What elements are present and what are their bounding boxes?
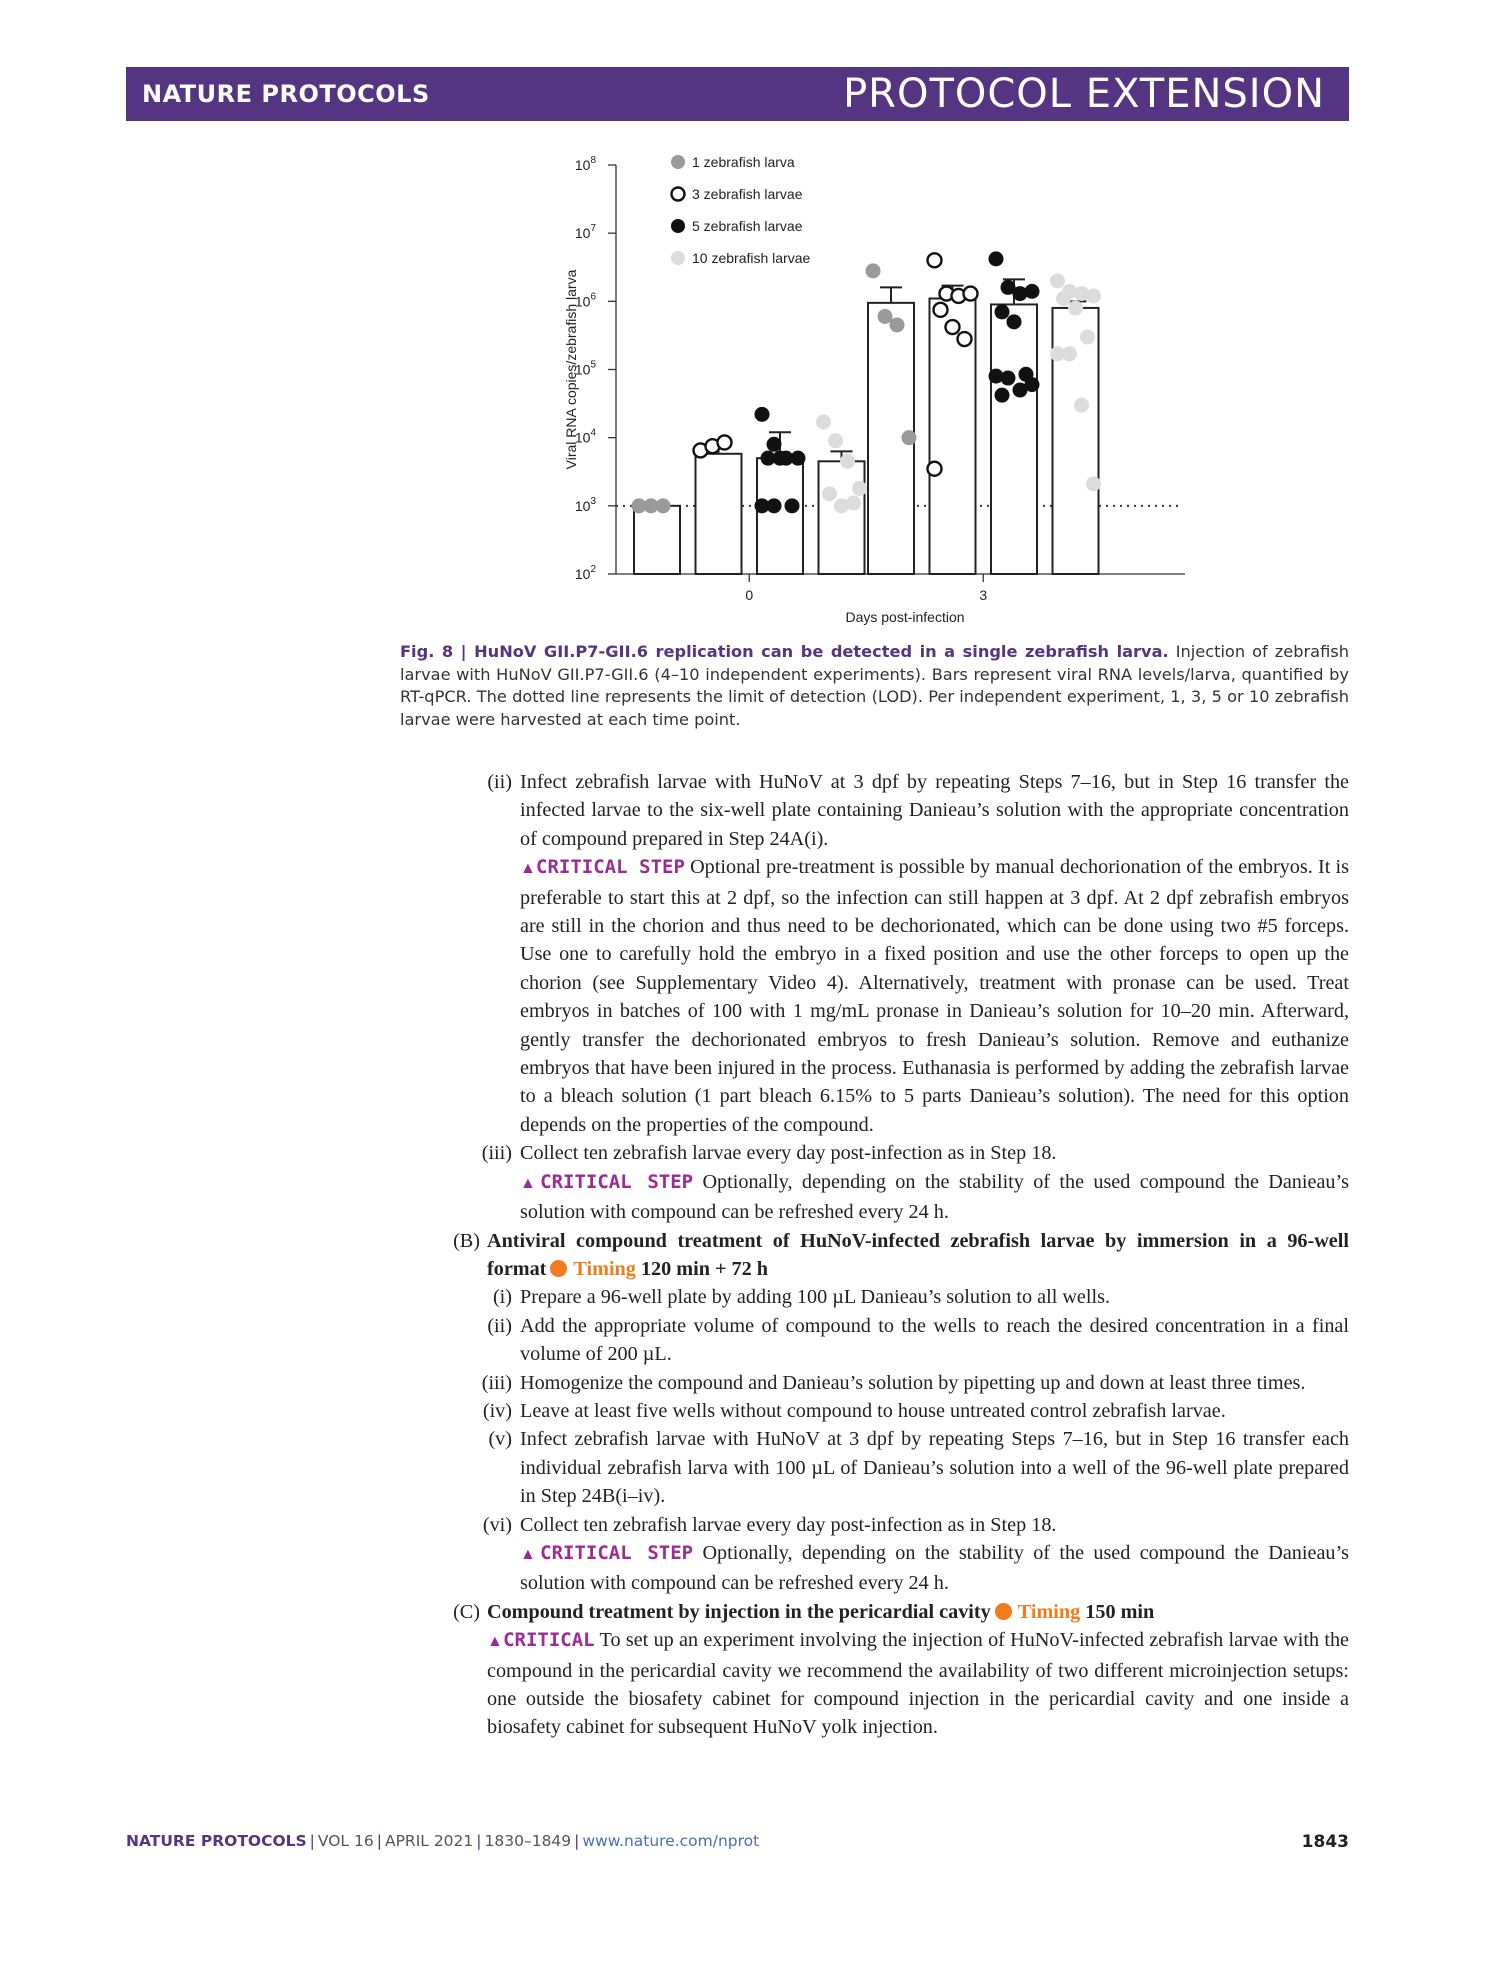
data-point [890,317,905,332]
timing-value: 120 min + 72 h [640,1257,768,1280]
data-point [995,388,1010,403]
data-point [718,435,732,449]
critical-label: CRITICAL [503,1629,595,1652]
critical-step-note [520,1168,1349,1227]
step-text: Prepare a 96-well plate by adding 100 µL Danieau’s solution to all wells. [520,1286,1111,1309]
critical-text: Optionally, depending on the stability of the used compound the Danieau’s solution with compound can be refreshed every 24 h. [520,1541,1349,1595]
footer-pages: 1830–1849 [484,1832,572,1850]
data-point [1068,300,1083,315]
step-label: (ii) [487,771,512,793]
step-label: (v) [488,1428,512,1451]
legend-label: 1 zebrafish larva [692,154,795,170]
data-point [1086,288,1101,303]
data-point [816,414,831,429]
journal-name: NATURE PROTOCOLS [142,80,430,108]
step-a-ii [440,768,1349,1139]
data-point [1001,371,1016,386]
y-tick-label: $10^5$ [574,359,596,378]
footer-volume: VOL 16 [317,1832,374,1850]
y-tick-label: $10^2$ [574,564,596,582]
section-title: Antiviral compound treatment of HuNoV-infected zebrafish larvae by immersion in a 96-well format [487,1229,1349,1280]
legend-label: 3 zebrafish larvae [692,186,803,202]
data-point [995,304,1010,319]
page-footer: NATURE PROTOCOLS | VOL 16 | APRIL 2021 | 1830–1849 | www.nature.com/nprot 1843 [126,1832,1349,1852]
data-point [946,320,960,334]
data-point [840,454,855,469]
step-a-iii [440,1139,1349,1226]
y-tick-label: $10^6$ [574,291,596,310]
data-point [828,433,843,448]
critical-step-label: CRITICAL STEP [540,1170,694,1193]
x-tick-label: 0 [745,587,754,603]
step-b-i [440,1283,1349,1311]
bar [634,506,680,574]
step-text: Leave at least five wells without compound to house untreated control zebrafish larvae. [520,1399,1226,1422]
warning-triangle-icon: ▲ [520,860,537,878]
data-point [1050,273,1065,288]
data-point [852,481,867,496]
data-point [1056,291,1071,306]
data-point [822,486,837,501]
section-c [440,1598,1349,1742]
data-point [1025,284,1040,299]
data-point [902,430,917,445]
step-label: (vi) [482,1513,512,1536]
step-label: (ii) [487,1314,512,1337]
page-header [126,67,1349,121]
data-point [964,287,978,301]
data-point [1080,329,1095,344]
bar [819,461,865,574]
critical-step-note [520,853,1349,1139]
legend-marker [672,188,685,201]
section-title: Compound treatment by injection in the pericardial cavity [487,1600,991,1623]
y-tick-label: $10^4$ [574,427,596,446]
section-label: (B) [453,1229,480,1252]
y-tick-label: $10^7$ [574,223,596,242]
data-point [755,407,770,422]
y-tick-label: $10^8$ [574,155,596,173]
data-point [1025,377,1040,392]
data-point [1074,398,1089,413]
step-b-ii [440,1312,1349,1369]
data-point [934,303,948,317]
timing-label: Timing [1017,1600,1081,1623]
data-point [928,253,942,267]
footer-url-link[interactable]: www.nature.com/nprot [582,1832,760,1850]
critical-step-note [520,1539,1349,1598]
data-point [656,498,671,513]
step-text: Infect zebrafish larvae with HuNoV at 3 dpf by repeating Steps 7–16, but in Step 16 transfer the infected larvae to the six-well plate containing Danieau’s solution with the appropriate concentration of compound prepared in Step 24A(i). [520,771,1349,850]
data-point [773,451,788,466]
warning-triangle-icon: ▲ [487,1633,504,1651]
timing-dot-icon [550,1260,567,1277]
bar [991,304,1037,574]
section-title: PROTOCOL EXTENSION [843,71,1325,117]
warning-triangle-icon: ▲ [520,1174,541,1192]
caption-text: Injection of zebrafish larvae with HuNoV GII.P7-GII.6 (4–10 independent experiments). Bars represent viral RNA levels/larva, quantified by RT-qPCR. The dotted line represents the limit of detection (LOD). Per independent experiment, 1, 3, 5 or 10 zebrafish larvae were harvested at each time point. [400,642,1349,729]
footer-journal: NATURE PROTOCOLS [126,1832,307,1850]
data-point [846,496,861,511]
step-text: Add the appropriate volume of compound to the wells to reach the desired concentration in a final volume of 200 µL. [520,1314,1349,1366]
step-b-iii [440,1369,1349,1397]
data-point [1086,476,1101,491]
x-axis-label: Days post-infection [845,609,965,625]
y-axis-label: Viral RNA copies/zebrafish larva [563,269,579,470]
legend-label: 5 zebrafish larvae [692,218,803,234]
step-label: (iii) [481,1142,512,1165]
legend-marker [671,251,685,265]
section-b [440,1227,1349,1284]
critical-note [487,1626,1349,1742]
data-point [989,251,1004,266]
step-label: (iv) [482,1399,512,1422]
data-point [1062,346,1077,361]
protocol-body [440,768,1349,1742]
step-text: Collect ten zebrafish larvae every day post-infection as in Step 18. [520,1513,1057,1536]
timing-value: 150 min [1085,1600,1155,1623]
step-text: Collect ten zebrafish larvae every day post-infection as in Step 18. [520,1142,1057,1165]
data-point [791,451,806,466]
data-point [767,498,782,513]
chart-legend [671,154,811,266]
page-number: 1843 [1301,1832,1349,1852]
legend-marker [671,155,685,169]
step-b-iv [440,1397,1349,1425]
bar [757,458,803,574]
legend-label: 10 zebrafish larvae [692,250,811,266]
chart-marks [632,251,1102,574]
critical-text: Optionally, depending on the stability of the used compound the Danieau’s solution with compound can be refreshed every 24 h. [520,1170,1349,1224]
step-b-vi [440,1511,1349,1598]
critical-step-label: CRITICAL STEP [540,1541,694,1564]
x-tick-label: 3 [979,587,988,603]
data-point [958,332,972,346]
step-text: Homogenize the compound and Danieau’s solution by pipetting up and down at least three times. [520,1371,1306,1394]
bar [696,454,742,574]
y-tick-label: $10^3$ [574,495,596,514]
critical-step-label: CRITICAL STEP [536,856,685,879]
data-point [767,437,782,452]
step-label: (iii) [481,1371,512,1394]
data-point [928,462,942,476]
legend-marker [671,219,685,233]
step-label: (i) [492,1286,512,1309]
warning-triangle-icon: ▲ [520,1545,541,1563]
step-text: Infect zebrafish larvae with HuNoV at 3 dpf by repeating Steps 7–16, but in Step 16 transfer each individual zebrafish larva with 100 µL of Danieau’s solution into a well of the 96-well plate prepared in Step 24B(i–iv). [520,1428,1349,1508]
figure-caption [400,641,1349,731]
section-label: (C) [453,1600,480,1623]
step-b-v [440,1425,1349,1510]
critical-text: To set up an experiment involving the injection of HuNoV-infected zebrafish larvae with the compound in the pericardial cavity we recommend the availability of two different microinjection setups: one outside the biosafety cabinet for compound injection in the pericardial cavity and one inside a biosafety cabinet for subsequent HuNoV yolk injection. [487,1629,1349,1739]
data-point [1007,314,1022,329]
critical-text: Optional pre-treatment is possible by manual dechorionation of the embryos. It is preferable to start this at 2 dpf, so the infection can still happen at 3 dpf. At 2 dpf zebrafish embryos are still in the chorion and thus need to be dechorionated, which can be done using two #5 forceps. Use one to carefully hold the embryo in a fixed position and use the other forceps to open up the chorion (see Supplementary Video 4). Alternatively, treatment with pronase can be used. Treat embryos in batches of 100 with 1 mg/mL pronase in Danieau’s solution for 10–20 min. Afterward, gently transfer the dechorionated embryos to fresh Danieau’s solution. Remove and euthanize embryos that have been injured in the process. Euthanasia is performed by adding the zebrafish larvae to a bleach solution (1 part bleach 6.15% to 5 parts Danieau’s solution). The need for this option depends on the properties of the compound. [520,856,1349,1136]
data-point [785,498,800,513]
figure-8-chart [540,148,1200,638]
footer-date: APRIL 2021 [384,1832,474,1850]
data-point [866,263,881,278]
timing-label: Timing [573,1257,636,1280]
caption-title: Fig. 8 | HuNoV GII.P7-GII.6 replication can be detected in a single zebrafish larva. [400,642,1169,661]
timing-dot-icon [995,1603,1012,1620]
